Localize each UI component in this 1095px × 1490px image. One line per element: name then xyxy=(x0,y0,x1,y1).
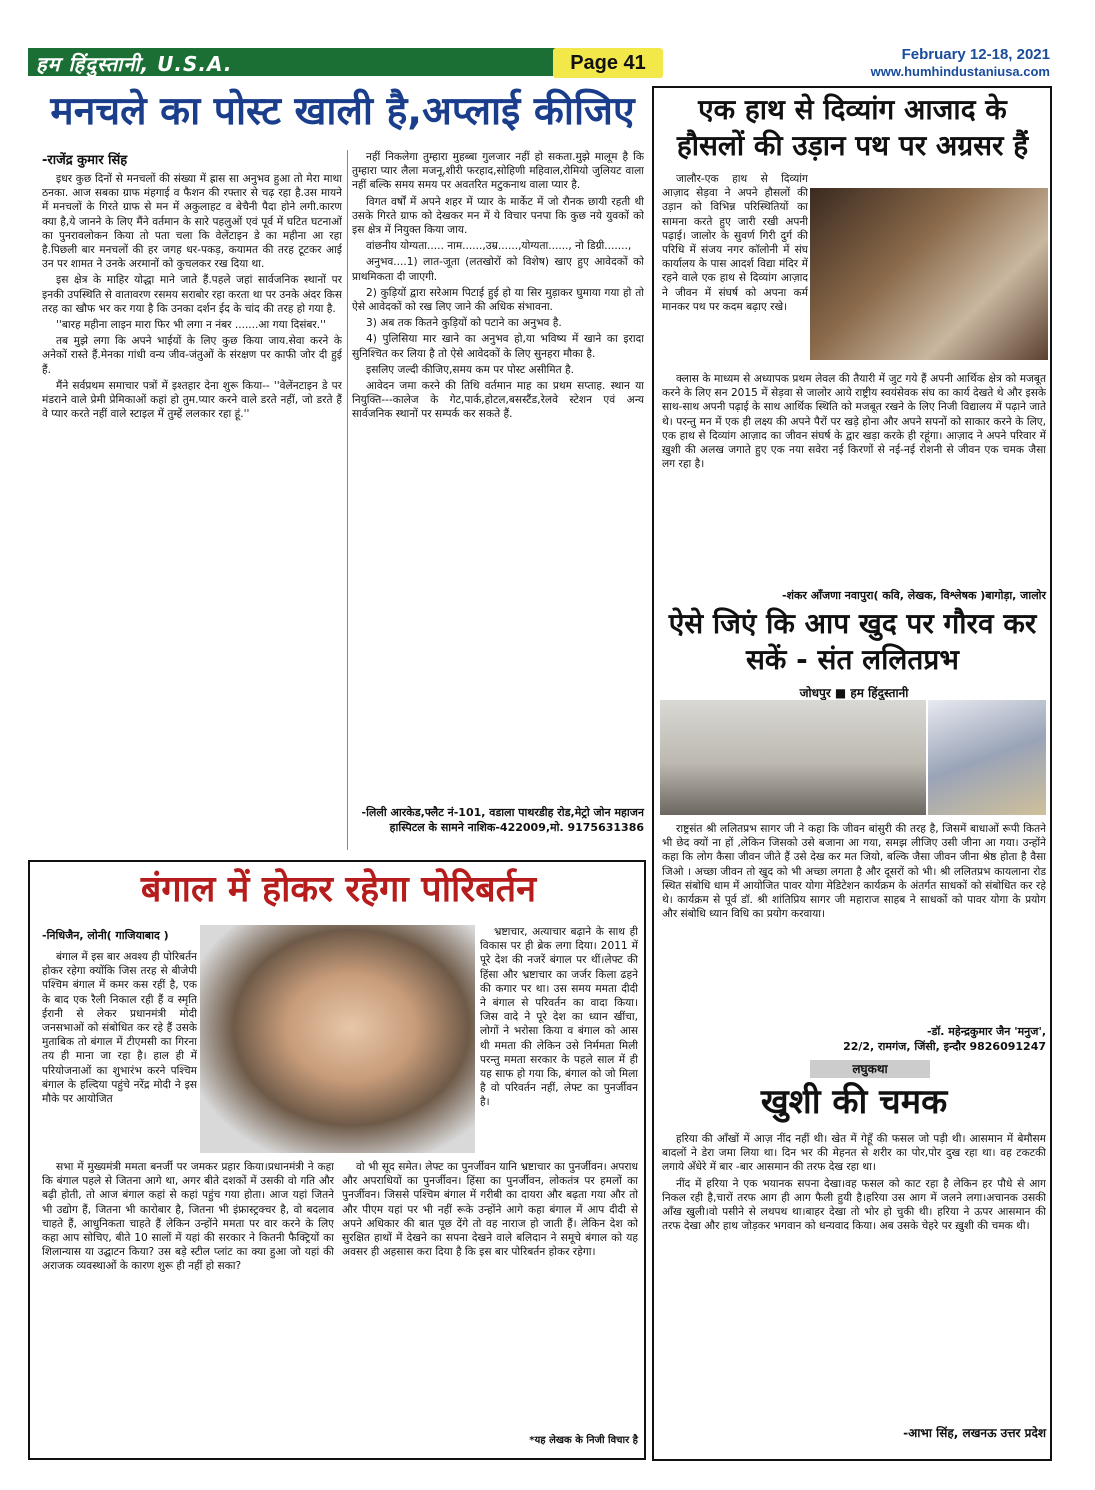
article1-column-2 xyxy=(352,150,644,805)
story1-byline: -शंकर आँजणा नवापुरा( कवि, लेखक, विश्लेषक )बागोड़ा, जालोर xyxy=(781,589,1046,602)
paragraph: नींद में हरिया ने एक भयानक सपना देखा।वह फसल को काट रहा है लेकिन हर पौधे से आग निकल रही है,चारों तरफ आग ही आग फैली हुयी है।हरिया उस आग में जलने लगा।अचानक उसकी आँख खुली।वो पसीने से लथपथ था।बाहर देखा तो भोर हो चुकी थी। हरिया ने ऊपर आसमान की तरफ देखा और हाथ जोड़कर भगवान को धन्यवाद किया। अब उसके चेहरे पर ख़ुशी की चमक थी। xyxy=(662,1177,1046,1233)
paragraph: हरिया की आँखों में आज़ नींद नहीं थी। खेत में गेहूँ की फसल जो पड़ी थी। आसमान में बेमौसम बादलों ने डेरा जमा लिया था। दिन भर की मेहनत से शरीर का पोर,पोर दुख रहा था। वह टकटकी लगाये अँधेरे में बार -बार आसमान की तरफ देख रहा था। xyxy=(662,1133,1046,1174)
issue-date: February 12-18, 2021 xyxy=(901,46,1050,63)
story1-photo xyxy=(810,188,1048,360)
story1-column-left xyxy=(662,172,808,372)
story3-section-tag: लघुकथा xyxy=(810,1060,930,1078)
story3-headline: खुशी की चमक xyxy=(760,1082,948,1122)
site-url[interactable]: www.humhindustaniusa.com xyxy=(870,64,1050,79)
story2-byline xyxy=(662,1024,1046,1054)
story3-column xyxy=(662,1132,1046,1422)
paragraph: इसलिए जल्दी कीजिए,समय कम पर पोस्ट असीमित है. xyxy=(366,363,575,376)
paragraph: इस क्षेत्र के माहिर योद्धा माने जाते हैं.पहले जहां सार्वजनिक स्थानों पर इनकी उपस्थिति से वातावरण रसमय सराबोर रहा करता था पर उनके अंदर किस तरह का खौफ भर कर गया है कि उनका दर्शन ईद के चांद की तरह हो गया है. xyxy=(42,274,342,315)
article2-photo xyxy=(200,925,475,1153)
paragraph: 2) कुड़ियों द्वारा सरेआम पिटाई हुई हो या सिर मुड़ाकर घुमाया गया हो तो ऐसे आवेदकों को रख लिए जाने की अधिक संभावना. xyxy=(352,286,644,314)
article2-column-bottom-left xyxy=(42,1160,334,1450)
article1-column-1 xyxy=(42,172,342,857)
paragraph: इधर कुछ दिनों से मनचलों की संख्या में ह्रास सा अनुभव हुआ तो मेरा माथा ठनका. आज सबका ग्राफ मंहगाई व फैशन की रफ्तार से चढ़ रहा है.उस मायने में मनचलों के गिरते ग्राफ से मन में अकुलाहट व बेचैनी पैदा होने लगी.कारण क्या है,ये जानने के लिए मैंने वर्तमान के सारे पहलुओं एवं पूर्व में घटित घटनाओं का पुनरावलोकन किया तो पता चला कि वेलेंटाइन डे का महीना आ रहा है.पिछली बार मनचलों की हर जगह धर-पकड़, कयामत की तरह टूटकर आई उन पर शामत ने उनके अरमानों को कुचलकर रख दिया था. xyxy=(42,173,342,271)
story1-headline: एक हाथ से दिव्यांग आजाद के हौसलों की उड़ान पथ पर अग्रसर हैं xyxy=(676,93,1029,162)
story2-photo-hall xyxy=(660,700,926,815)
paragraph: मैंने सर्वप्रथम समाचार पत्रों में इश्तहार देना शुरू किया-- ''वेलेंनटाइन डे पर मंडराने वाले प्रेमी प्रेमिकाओं कहां हो तुम.प्यार करने वाले डरते नहीं, जो डरते हैं वे प्यार करते नहीं वाले स्टाइल में तुम्हें ललकार रहा हूं.'' xyxy=(42,379,342,421)
story1-column-full xyxy=(662,372,1046,587)
story2-address: 22/2, रामगंज, जिंसी, इन्दौर 9826091247 xyxy=(843,1040,1046,1053)
paragraph: बंगाल में इस बार अवश्य ही पोरिबर्तन होकर रहेगा क्योंकि जिस तरह से बीजेपी पश्चिम बंगाल में कमर कस रहीं है, एक के बाद एक रैली निकाल रही हैं व स्मृति ईरानी से लेकर प्रधानमंत्री मोदी जनसभाओं को संबोधित कर रहे हैं उसके मुताबिक तो बंगाल में टीएमसी का गिरना तय ही माना जा रहा है। हाल ही में परियोजनाओं का शुभारंभ करने पश्चिम बंगाल के हल्दिया पहुंचे नरेंद्र मोदी ने इस मौके पर आयोजित xyxy=(42,951,197,1106)
article2-column-bottom-right xyxy=(342,1160,638,1430)
paragraph: जालौर-एक हाथ से दिव्यांग आज़ाद सेड़वा ने अपने हौसलों की उड़ान को विभिन्न परिस्थितियों का सामना करते हुए जारी रखी अपनी पढ़ाई। जालोर के सुवर्ण गिरी दुर्ग की परिधि में संजय नगर कॉलोनी में संघ कार्यालय के पास आदर्श विद्या मंदिर में रहने वाले एक हाथ से दिव्यांग आज़ाद ने जीवन में संघर्ष को अपना कर्म मानकर पथ पर कदम बढ़ाए रखे। xyxy=(662,173,808,313)
story2-headline: ऐसे जिएं कि आप खुद पर गौरव कर सकें - संत ललितप्रभ xyxy=(668,607,1037,676)
paragraph: आवेदन जमा करने की तिथि वर्तमान माह का प्रथम सप्ताह. स्थान या नियुक्ति---कालेज के गेट,पार्क,होटल,बसस्टैंड,रेलवे स्टेशन एवं अन्य सार्वजनिक स्थानों पर सम्पर्क कर सकते हैं. xyxy=(352,380,644,421)
paragraph: 3) अब तक कितने कुड़ियों को पटाने का अनुभव है. xyxy=(366,317,562,330)
paragraph: भ्रष्टाचार, अत्याचार बढ़ाने के साथ ही विकास पर ही ब्रेक लगा दिया। 2011 में पूरे देश की नजरें बंगाल पर थीं।लेफ्ट की हिंसा और भ्रष्टाचार का जर्जर किला ढहने की कगार पर था। उस समय ममता दीदी ने बंगाल से परिवर्तन का वादा किया। जिस वादे ने पूरे देश का ध्यान खींचा, लोगों ने भरोसा किया व बंगाल को आस थी ममता की लेकिन उसे निर्ममता मिली परन्तु ममता सरकार के पहले साल में ही यह साफ हो गया कि, बंगाल को जो मिला है वो परिवर्तन नहीं, लेफ्ट का पुनर्जीवन है। xyxy=(480,926,638,1109)
story2-photo-saint xyxy=(928,700,1046,815)
story2-dateline: जोधपुर ■ हम हिंदुस्तानी xyxy=(799,686,909,700)
paragraph: विगत वर्षों में अपने शहर में प्यार के मार्केट में जो रौनक छायी रहती थी उसके गिरते ग्राफ को देखकर मन में ये विचार पनपा कि कुछ नये युवकों को इस क्षेत्र में नियुक्त किया जाय. xyxy=(352,195,644,237)
paragraph: 4) पुलिसिया मार खाने का अनुभव हो,या भविष्य में खाने का इरादा सुनिश्चित कर लिया है तो ऐसे आवेदकों के लिए सुनहरा मौका है. xyxy=(352,333,644,360)
paragraph: अनुभव....1) लात-जूता (लतखोरों को विशेष) खाए हुए आवेदकों को प्राथमिकता दी जाएगी. xyxy=(352,256,644,283)
article2-column-left xyxy=(42,950,197,1162)
article1-address: -लिली आरकेड,फ्लैट नं-101, वडाला पाथरडीह रोड,मेट्रो जोन महाजन हास्पिटल के सामने नाशिक-422009,मो. 9175631386 xyxy=(361,806,644,834)
story2-author: -डॉ. महेन्द्रकुमार जैन 'मनुज', xyxy=(926,1025,1046,1038)
paragraph: तब मुझे लगा कि अपने भाईयों के लिए कुछ किया जाय.सेवा करने के अनेकों रास्ते हैं.मेनका गांधी वन्य जीव-जंतुओं के संरक्षण पर काफी जोर दी हुई हैं. xyxy=(42,335,342,376)
article1-author: -राजेंद्र कुमार सिंह xyxy=(42,153,128,168)
page-number: Page 41 xyxy=(553,48,663,78)
story3-byline: -आभा सिंह, लखनऊ उत्तर प्रदेश xyxy=(903,1426,1046,1440)
masthead-title: हम हिंदुस्तानी, U.S.A. xyxy=(36,52,233,76)
article2-column-right xyxy=(480,925,638,1153)
article2-disclaimer: *यह लेखक के निजी विचार है xyxy=(529,1435,638,1446)
paragraph: ''बारह महीना लाइन मारा फिर भी लगा न नंबर .......आ गया दिसंबर.'' xyxy=(56,319,326,332)
paragraph: सभा में मुख्यमंत्री ममता बनर्जी पर जमकर प्रहार किया।प्रधानमंत्री ने कहा कि बंगाल पहले से जितना आगे था, अगर बीते दशकों में उसकी वो गति और बढ़ी होती, तो आज बंगाल कहां से कहां पहुंच गया होता। आज यहां जितने भी उद्योग हैं, जितना भी कारोबार है, जितना भी इंफ्रास्ट्रक्चर है, वो बदलाव चाहते हैं, आधुनिकता चाहते हैं लेकिन उन्होंने ममता पर वार करने के लिए कहा आप सोचिए, बीते 10 सालों में यहां की सरकार ने कितनी फैक्ट्रियों का शिलान्यास या उद्घाटन किया? उस बड़े स्टील प्लांट का क्या हुआ जो यहां की अराजक व्यवस्थाओं के कारण शुरू ही नहीं हो सका? xyxy=(42,1161,334,1273)
article1-headline: मनचले का पोस्ट खाली है,अप्लाई कीजिए xyxy=(50,89,635,134)
paragraph: वो भी सूद समेत। लेफ्ट का पुनर्जीवन यानि भ्रष्टाचार का पुनर्जीवन। अपराध और अपराधियों का पुनर्जीवन। हिंसा का पुनर्जीवन, लोकतंत्र पर हमलों का पुनर्जीवन। जिससे पश्चिम बंगाल में गरीबी का दायरा और बढ़ता गया और तो और पीएम यहां पर भी नहीं रूके उन्होंने आगे कहा बंगाल में आप दीदी से अपने अधिकार की बात पूछ देंगे तो वह नाराज हो जाती हैं। लेकिन देश को सुरक्षित हाथों में देखने का सपना देखने वाले बलिदान ने समूचे बंगाल को यह अवसर ही अहसास करा दिया है कि इस बार पोरिबर्तन होकर रहेगा। xyxy=(342,1161,638,1259)
story2-column xyxy=(662,822,1046,1022)
article2-headline: बंगाल में होकर रहेगा पोरिबर्तन xyxy=(140,869,537,910)
paragraph: राष्ट्रसंत श्री ललितप्रभ सागर जी ने कहा कि जीवन बांसुरी की तरह है, जिसमें बाधाओं रूपी कितने भी छेद क्यों ना हों ,लेकिन जिसको उसे बजाना आ गया, समझ लीजिए उसी जीना आ गया। उन्होंने कहा कि लोग कैसा जीवन जीते हैं उसे देख कर मत जियो, बल्कि जैसा जीवन जीना श्रेष्ठ होता है वैसा जिओ । अच्छा जीवन तो खुद को भी अच्छा लगता है और दूसरों को भी। श्री ललितप्रभ कायलाना रोड स्थित संबोधि धाम में आयोजित पावर योगा मेडिटेशन कार्यक्रम के अंतर्गत साधकों को संबोधित कर रहे थे। कार्यक्रम से पूर्व डॉ. श्री शांतिप्रिय सागर जी महाराज साहब ने साधकों को पावर योगा के प्रयोग और संबोधि ध्यान विधि का प्रयोग करवाया। xyxy=(662,823,1046,921)
paragraph: नहीं निकलेगा तुम्हारा मुहब्बा गुलजार नहीं हो सकता.मुझे मालूम है कि तुम्हारा प्यार लैला मजनू,शीरी फरहाद,सोहिणी महिवाल,रोमियो जुलियट वाला नहीं बल्कि समय समय पर अवतरित मटुकनाथ वाला प्यार है. xyxy=(352,151,644,192)
article2-author: -निधिजैन, लोनी( गाजियाबाद ) xyxy=(42,929,169,942)
paragraph: वांछनीय योग्यता..... नाम......,उम्र......,योग्यता......, नो डिग्री......., xyxy=(366,240,632,253)
column-divider xyxy=(347,150,348,850)
paragraph: क्लास के माध्यम से अध्यापक प्रथम लेवल की तैयारी में जुट गये हैं अपनी आर्थिक क्षेत्र को मजबूत करने के लिए सन 2015 में सेड़वा से जालोर आये राष्ट्रीय स्वयंसेवक संघ का कार्य देखते थे और इसके साथ-साथ अपनी पढ़ाई के साथ आर्थिक स्थिति को मजबूत रखने के लिए निजी विद्यालय में पढ़ाने जाते थे। परन्तु मन में एक ही लक्ष्य की अपने पैरों पर खड़े होना और अपने सपनों को साकार करने के लिए, एक हाथ से दिव्यांग आज़ाद का जीवन संघर्ष के द्वार खड़ा करके ही रहूंगा। आज़ाद ने अपने परिवार में ख़ुशी की अलख जगाते हुए एक नया सवेरा नई किरणों से नई-नई रोशनी से जीवन एक चमक जैसा लग रहा है। xyxy=(662,373,1046,471)
